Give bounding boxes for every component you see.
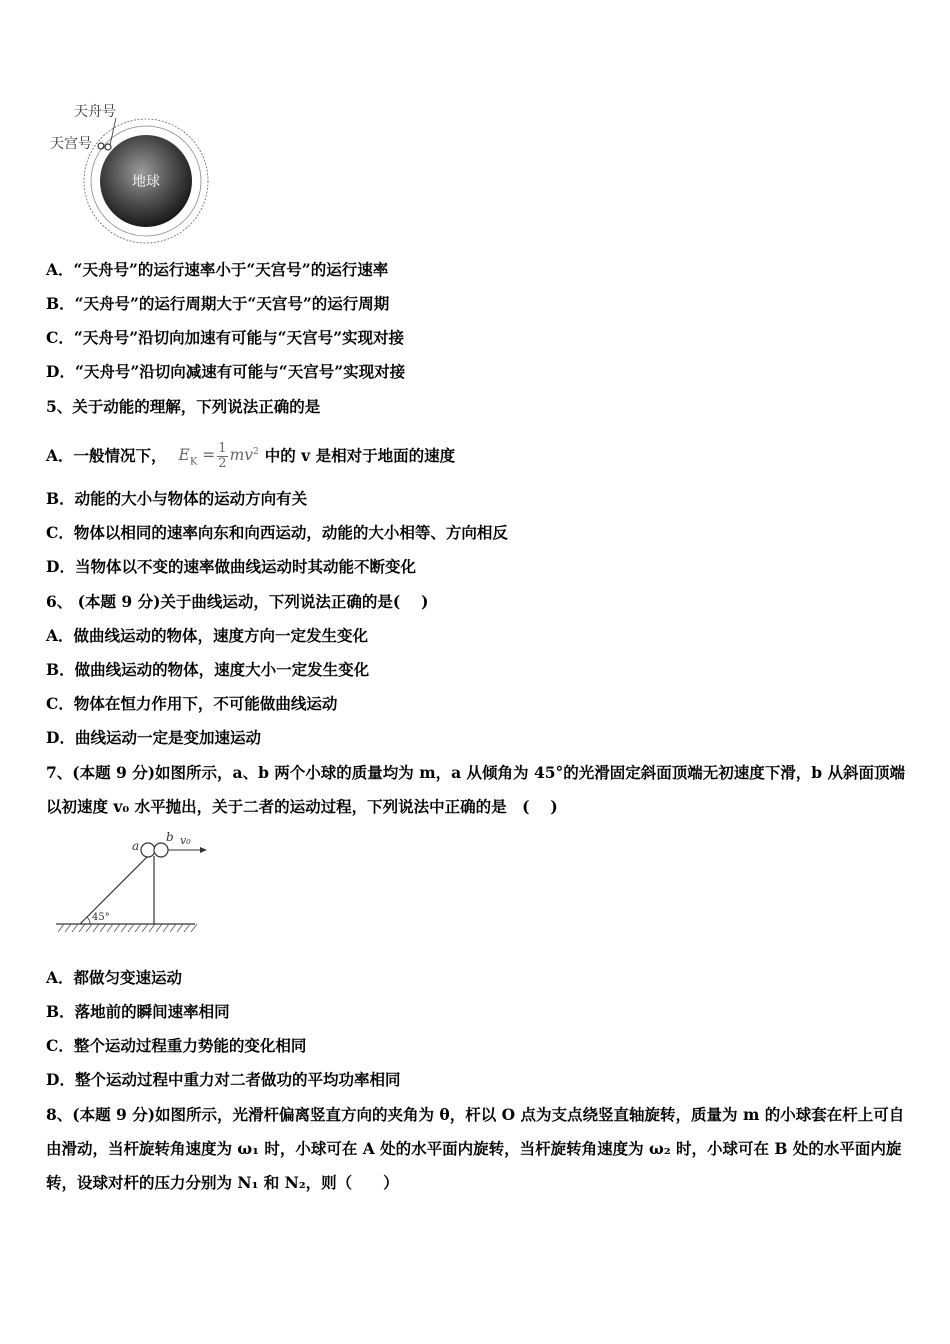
label-45: 45° <box>92 912 110 923</box>
q4-option-c: C．“天舟号”沿切向加速有可能与“天宫号”实现对接 <box>46 328 405 347</box>
q4-option-a: A．“天舟号”的运行速率小于“天宫号”的运行速率 <box>46 260 389 279</box>
q5-stem: 5、关于动能的理解，下列说法正确的是 <box>46 397 321 416</box>
orbit-figure <box>46 96 216 246</box>
q8-stem: 8、(本题 9 分)如图所示，光滑杆偏离竖直方向的夹角为 θ，杆以 O 点为支点绕竖直轴旋转，质量为 m 的小球套在杆上可自由滑动，当杆旋转角速度为 ω₁ 时，小球可在 A 处的水平面内旋转，当杆旋转角速度为 ω₂ 时，小球可在 B 处的水平面内旋转，设球对杆的压力分别为 N₁ 和 N₂，则（ ） <box>46 1105 905 1192</box>
label-v0: v₀ <box>180 834 191 847</box>
q7-option-b: B．落地前的瞬间速率相同 <box>46 1002 230 1021</box>
incline-line <box>80 854 150 924</box>
label-b: b <box>166 830 174 844</box>
q6-stem: 6、 (本题 9 分)关于曲线运动，下列说法正确的是( ) <box>46 592 429 611</box>
q6-option-a: A．做曲线运动的物体，速度方向一定发生变化 <box>46 626 369 645</box>
q4-option-d: D．“天舟号”沿切向减速有可能与“天宫号”实现对接 <box>46 362 406 381</box>
ball-a <box>141 843 155 857</box>
q5-option-b: B．动能的大小与物体的运动方向有关 <box>46 489 308 508</box>
q5-option-c: C．物体以相同的速率向东和向西运动，动能的大小相等、方向相反 <box>46 523 508 542</box>
label-a: a <box>132 839 140 853</box>
label-tianzhou: 天舟号 <box>74 104 116 120</box>
q5-option-d: D．当物体以不变的速率做曲线运动时其动能不断变化 <box>46 557 416 576</box>
q7-option-a: A．都做匀变速运动 <box>46 968 183 987</box>
q5-option-a: A．一般情况下， $E_K$ = $\frac{1}{2}$ $mv^2$ 中的 v 是相对于地面的速度 <box>46 433 455 481</box>
q7-option-c: C．整个运动过程重力势能的变化相同 <box>46 1036 307 1055</box>
q7-option-d: D．整个运动过程中重力对二者做功的平均功率相同 <box>46 1070 401 1089</box>
kinetic-energy-formula: $E_K$ = $\frac{1}{2}$ $mv^2$ <box>178 440 259 471</box>
q4-option-b: B．“天舟号”的运行周期大于“天宫号”的运行周期 <box>46 294 390 313</box>
q7-stem: 7、(本题 9 分)如图所示，a、b 两个小球的质量均为 m，a 从倾角为 45°的光滑固定斜面顶端无初速度下滑，b 从斜面顶端以初速度 v₀ 水平抛出，关于二者的运动过程，下列说法中正确的是 ( ) <box>46 763 905 816</box>
ball-b <box>154 843 168 857</box>
q6-option-b: B．做曲线运动的物体，速度大小一定发生变化 <box>46 660 370 679</box>
incline-figure <box>50 828 215 938</box>
label-tiangong: 天宫号 <box>50 136 92 152</box>
q6-option-c: C．物体在恒力作用下，不可能做曲线运动 <box>46 694 338 713</box>
q6-option-d: D．曲线运动一定是变加速运动 <box>46 728 261 747</box>
earth-label: 地球 <box>132 174 160 190</box>
